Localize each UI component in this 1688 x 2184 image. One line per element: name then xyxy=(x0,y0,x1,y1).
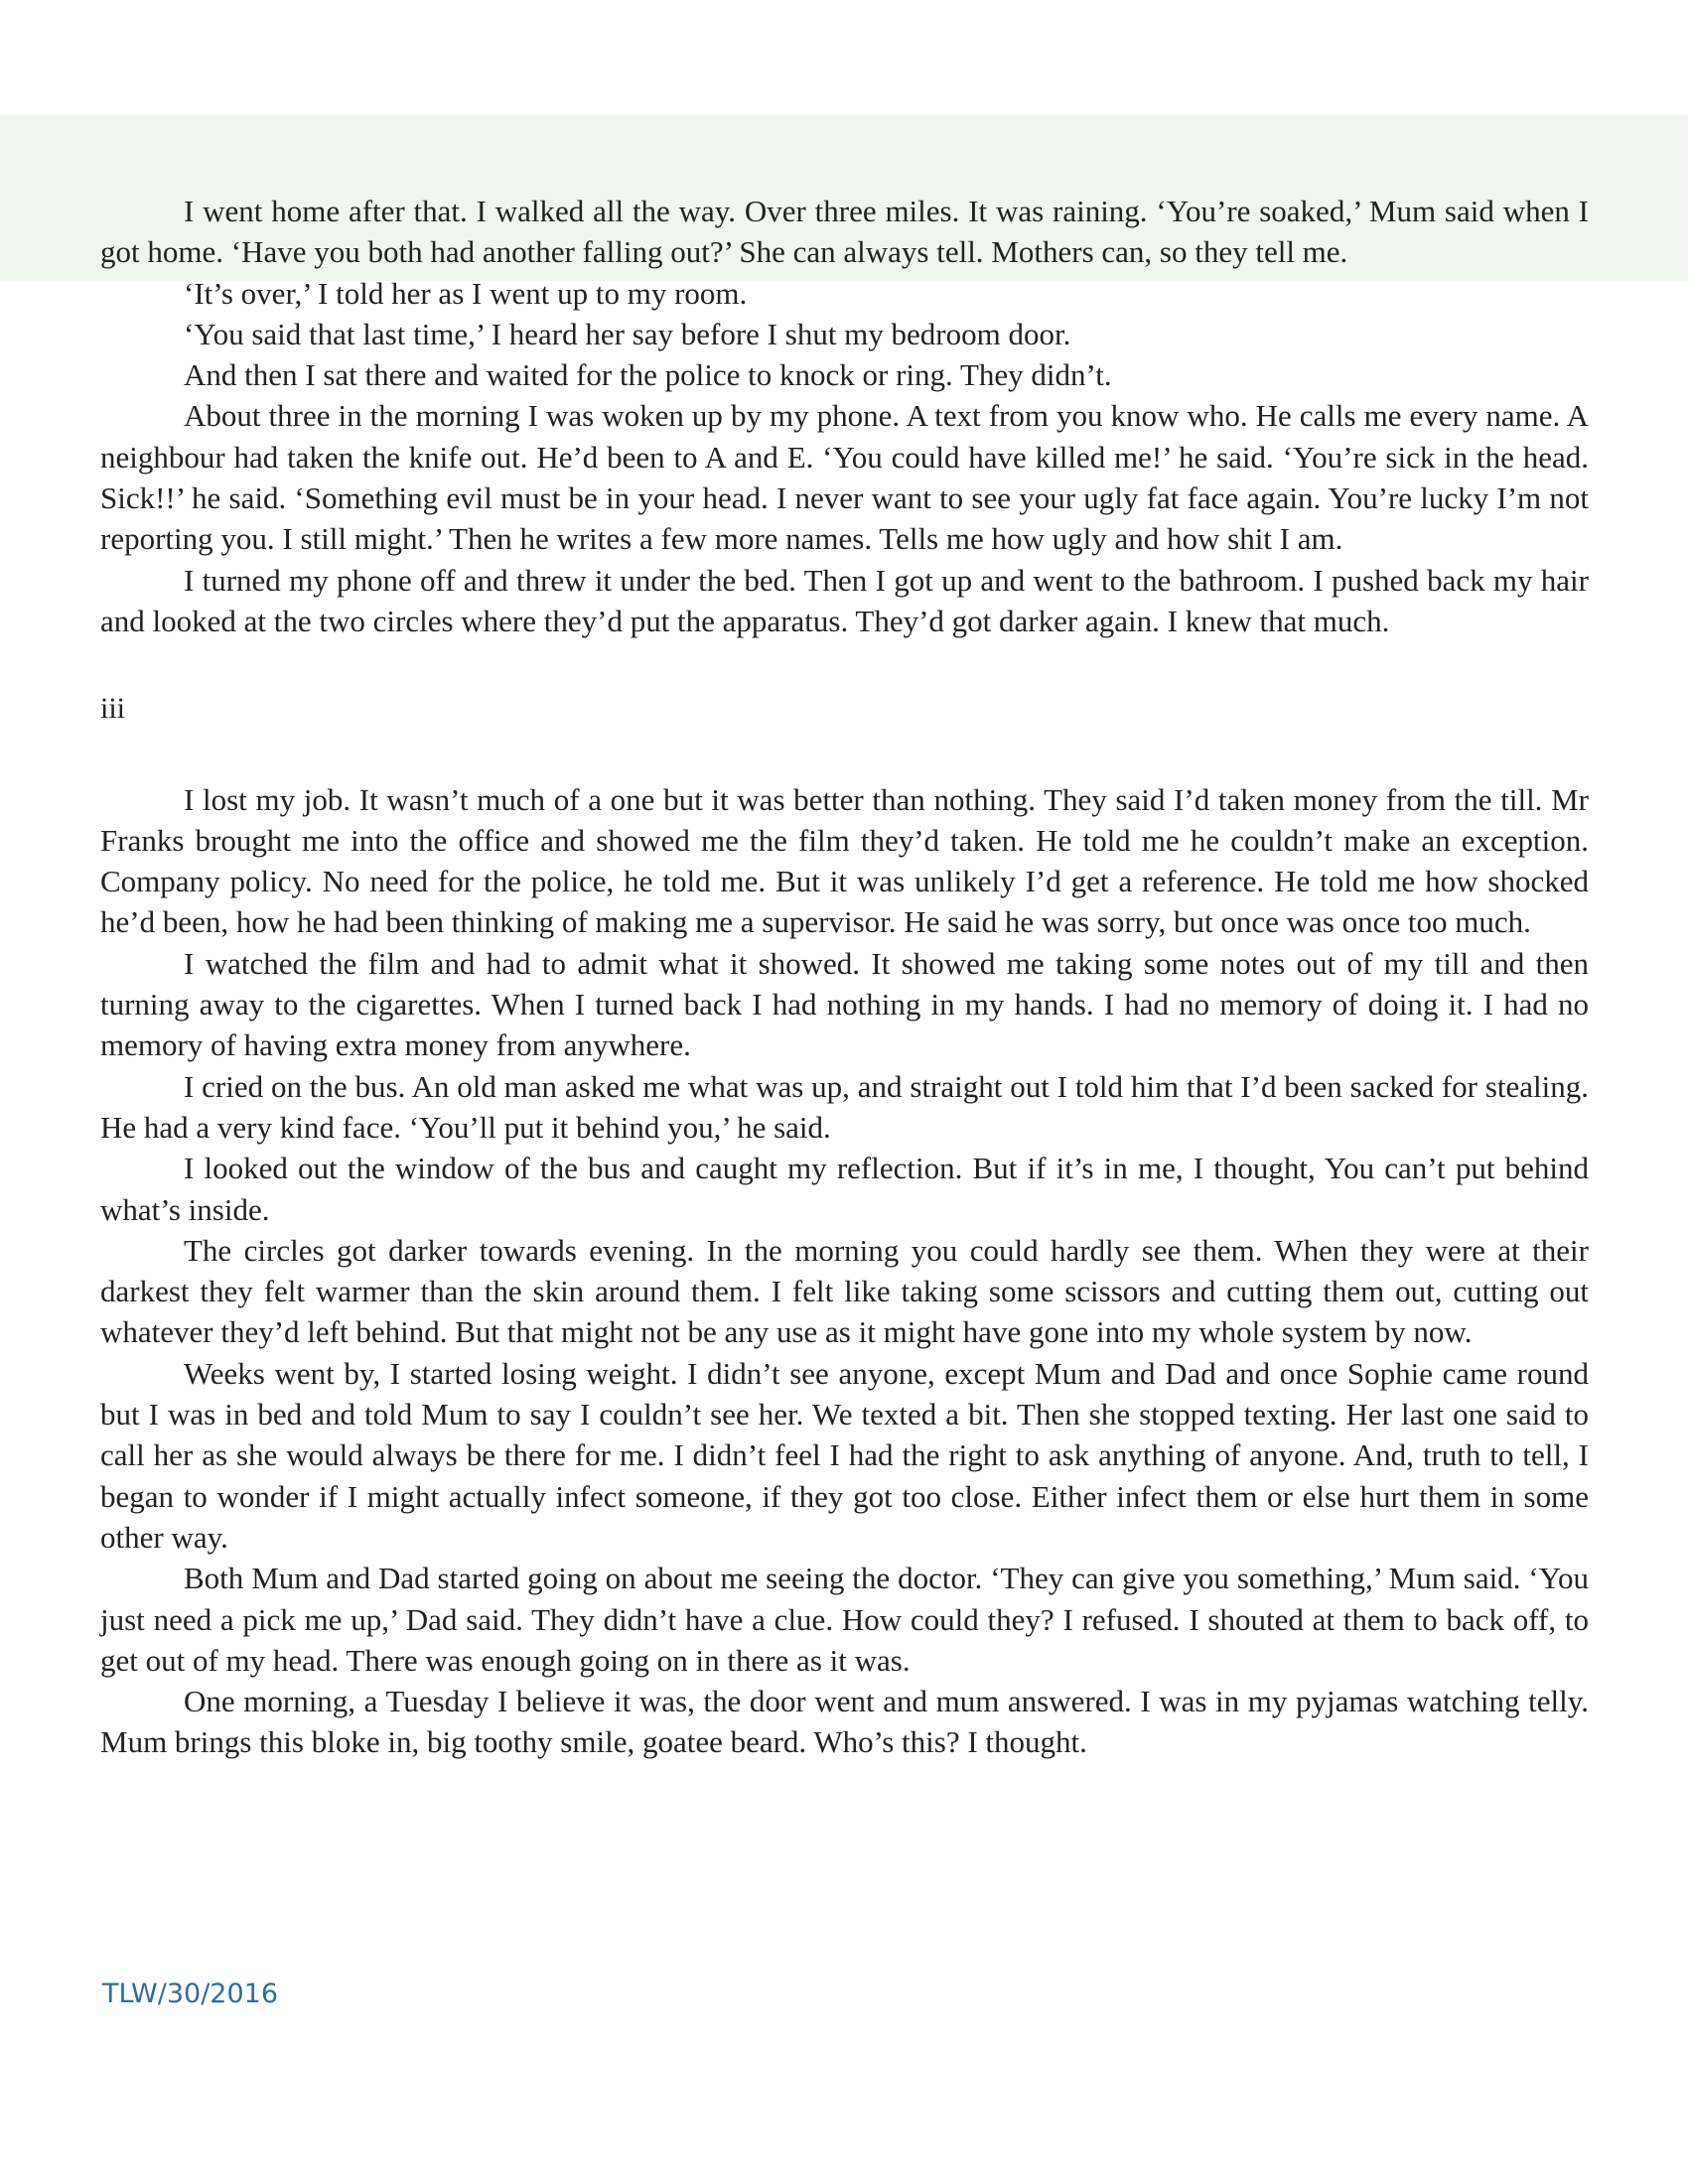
paragraph: I cried on the bus. An old man asked me what was up, and straight out I told him that I’d been sacked for stealing. He had a very kind face. ‘You’ll put it behind you,’ he said. xyxy=(100,1068,1589,1145)
paragraph: And then I sat there and waited for the police to knock or ring. They didn’t. xyxy=(184,357,1112,393)
paragraph: I lost my job. It wasn’t much of a one but it was better than nothing. They said I’d taken money from the till. Mr Franks brought me into the office and showed me the film they’d taken. He told me he couldn’t make an exception. Company policy. No need for the police, he told me. But it was unlikely I’d get a reference. He told me how shocked he’d been, how he had been thinking of making me a supervisor. He said he was sorry, but once was once too much. xyxy=(100,781,1589,940)
story-text xyxy=(100,191,1589,1763)
paragraph: ‘You said that last time,’ I heard her say before I shut my bedroom door. xyxy=(184,316,1071,351)
section-number: iii xyxy=(100,692,126,726)
paragraph: I looked out the window of the bus and caught my reflection. But if it’s in me, I thought, You can’t put behind what’s inside. xyxy=(100,1151,1589,1227)
paragraph: Weeks went by, I started losing weight. I didn’t see anyone, except Mum and Dad and once Sophie came round but I was in bed and told Mum to say I couldn’t see her. We texted a bit. Then she stopped texting. Her last one said to call her as she would always be there for me. I didn’t feel I had the right to ask anything of anyone. And, truth to tell, I began to wonder if I might actually infect someone, if they got too close. Either infect them or else hurt them in some other way. xyxy=(100,1355,1589,1555)
paragraph: ‘It’s over,’ I told her as I went up to my room. xyxy=(184,275,748,311)
paragraph: One morning, a Tuesday I believe it was, the door went and mum answered. I was in my pyjamas watching telly. Mum brings this bloke in, big toothy smile, goatee beard. Who’s this? I thought. xyxy=(100,1684,1589,1760)
paragraph: About three in the morning I was woken up by my phone. A text from you know who. He calls me every name. A neighbour had taken the knife out. He’d been to A and E. ‘You could have killed me!’ he said. ‘You’re sick in the head. Sick!!’ he said. ‘Something evil must be in your head. I never want to see your ugly fat face again. You’re lucky I’m not reporting you. I still might.’ Then he writes a few more names. Tells me how ugly and how shit I am. xyxy=(100,398,1589,557)
footer-reference: TLW/30/2016 xyxy=(102,1979,279,2009)
paragraph: I went home after that. I walked all the way. Over three miles. It was raining. ‘You’re soaked,’ Mum said when I got home. ‘Have you both had another falling out?’ She can always tell. Mothers can, so they tell me. xyxy=(100,194,1589,270)
paragraph: The circles got darker towards evening. In the morning you could hardly see them. When they were at their darkest they felt warmer than the skin around them. I felt like taking some scissors and cutting them out, cutting out whatever they’d left behind. But that might not be any use as it might have gone into my whole system by now. xyxy=(100,1232,1589,1350)
paragraph: I watched the film and had to admit what it showed. It showed me taking some notes out of my till and then turning away to the cigarettes. When I turned back I had nothing in my hands. I had no memory of doing it. I had no memory of having extra money from anywhere. xyxy=(100,945,1589,1063)
paragraph: I turned my phone off and threw it under the bed. Then I got up and went to the bathroom. I pushed back my hair and looked at the two circles where they’d put the apparatus. They’d got darker again. I knew that much. xyxy=(100,562,1589,638)
paragraph: Both Mum and Dad started going on about me seeing the doctor. ‘They can give you something,’ Mum said. ‘You just need a pick me up,’ Dad said. They didn’t have a clue. How could they? I refused. I shouted at them to back off, to get out of my head. There was enough going on in there as it was. xyxy=(100,1561,1589,1678)
